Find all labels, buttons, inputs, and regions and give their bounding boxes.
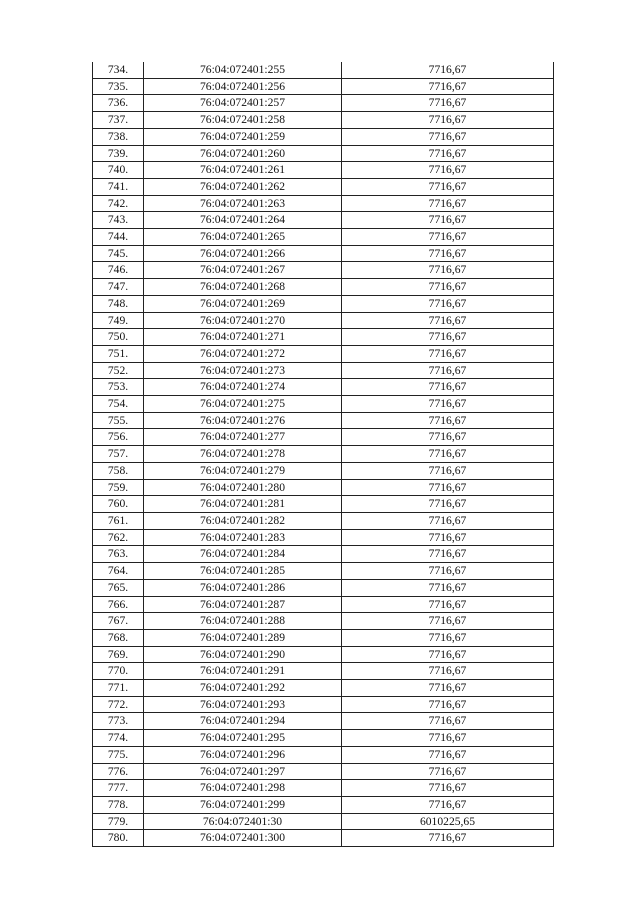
row-number-cell: 778. [93,796,144,813]
cadastral-number-cell: 76:04:072401:267 [144,262,342,279]
area-value-cell: 7716,67 [342,279,554,296]
area-value-cell: 7716,67 [342,730,554,747]
area-value-cell: 7716,67 [342,629,554,646]
row-number-cell: 747. [93,279,144,296]
row-number-cell: 780. [93,830,144,847]
table-row [93,379,554,396]
row-number-cell: 745. [93,245,144,262]
row-number-cell: 737. [93,112,144,129]
cadastral-number-cell: 76:04:072401:260 [144,145,342,162]
parcel-table-body [93,62,554,847]
row-number-cell: 763. [93,546,144,563]
cadastral-number-cell: 76:04:072401:298 [144,780,342,797]
area-value-cell: 6010225,65 [342,813,554,830]
table-row [93,496,554,513]
table-row [93,780,554,797]
cadastral-number-cell: 76:04:072401:272 [144,345,342,362]
cadastral-number-cell: 76:04:072401:275 [144,396,342,413]
table-row [93,396,554,413]
row-number-cell: 771. [93,680,144,697]
area-value-cell: 7716,67 [342,329,554,346]
table-row [93,796,554,813]
area-value-cell: 7716,67 [342,62,554,78]
table-row [93,345,554,362]
area-value-cell: 7716,67 [342,763,554,780]
row-number-cell: 767. [93,613,144,630]
cadastral-number-cell: 76:04:072401:280 [144,479,342,496]
cadastral-number-cell: 76:04:072401:261 [144,162,342,179]
table-row [93,680,554,697]
cadastral-number-cell: 76:04:072401:258 [144,112,342,129]
row-number-cell: 755. [93,412,144,429]
area-value-cell: 7716,67 [342,212,554,229]
cadastral-number-cell: 76:04:072401:277 [144,429,342,446]
table-row [93,128,554,145]
cadastral-number-cell: 76:04:072401:274 [144,379,342,396]
cadastral-number-cell: 76:04:072401:268 [144,279,342,296]
cadastral-number-cell: 76:04:072401:295 [144,730,342,747]
document-page [92,62,553,847]
row-number-cell: 769. [93,646,144,663]
cadastral-number-cell: 76:04:072401:287 [144,596,342,613]
cadastral-number-cell: 76:04:072401:276 [144,412,342,429]
row-number-cell: 754. [93,396,144,413]
table-row [93,312,554,329]
table-row [93,229,554,246]
area-value-cell: 7716,67 [342,145,554,162]
area-value-cell: 7716,67 [342,780,554,797]
row-number-cell: 777. [93,780,144,797]
area-value-cell: 7716,67 [342,512,554,529]
area-value-cell: 7716,67 [342,680,554,697]
cadastral-number-cell: 76:04:072401:282 [144,512,342,529]
table-row [93,145,554,162]
area-value-cell: 7716,67 [342,613,554,630]
table-row [93,446,554,463]
table-row [93,195,554,212]
cadastral-number-cell: 76:04:072401:30 [144,813,342,830]
cadastral-number-cell: 76:04:072401:286 [144,579,342,596]
row-number-cell: 775. [93,746,144,763]
table-row [93,613,554,630]
row-number-cell: 740. [93,162,144,179]
table-row [93,295,554,312]
row-number-cell: 770. [93,663,144,680]
area-value-cell: 7716,67 [342,229,554,246]
table-row [93,579,554,596]
row-number-cell: 741. [93,178,144,195]
cadastral-number-cell: 76:04:072401:292 [144,680,342,697]
cadastral-number-cell: 76:04:072401:257 [144,95,342,112]
area-value-cell: 7716,67 [342,78,554,95]
cadastral-number-cell: 76:04:072401:294 [144,713,342,730]
area-value-cell: 7716,67 [342,178,554,195]
row-number-cell: 759. [93,479,144,496]
row-number-cell: 752. [93,362,144,379]
cadastral-number-cell: 76:04:072401:297 [144,763,342,780]
table-row [93,429,554,446]
row-number-cell: 736. [93,95,144,112]
area-value-cell: 7716,67 [342,596,554,613]
table-row [93,529,554,546]
table-row [93,462,554,479]
area-value-cell: 7716,67 [342,295,554,312]
table-row [93,546,554,563]
row-number-cell: 748. [93,295,144,312]
row-number-cell: 779. [93,813,144,830]
area-value-cell: 7716,67 [342,245,554,262]
cadastral-number-cell: 76:04:072401:281 [144,496,342,513]
row-number-cell: 766. [93,596,144,613]
row-number-cell: 772. [93,696,144,713]
table-row [93,696,554,713]
area-value-cell: 7716,67 [342,112,554,129]
row-number-cell: 751. [93,345,144,362]
row-number-cell: 774. [93,730,144,747]
row-number-cell: 756. [93,429,144,446]
row-number-cell: 765. [93,579,144,596]
area-value-cell: 7716,67 [342,128,554,145]
parcel-table [92,62,554,847]
cadastral-number-cell: 76:04:072401:284 [144,546,342,563]
cadastral-number-cell: 76:04:072401:262 [144,178,342,195]
table-row [93,412,554,429]
cadastral-number-cell: 76:04:072401:269 [144,295,342,312]
cadastral-number-cell: 76:04:072401:285 [144,563,342,580]
row-number-cell: 773. [93,713,144,730]
table-row [93,62,554,78]
table-row [93,362,554,379]
cadastral-number-cell: 76:04:072401:288 [144,613,342,630]
table-row [93,713,554,730]
cadastral-number-cell: 76:04:072401:278 [144,446,342,463]
area-value-cell: 7716,67 [342,713,554,730]
table-row [93,178,554,195]
row-number-cell: 743. [93,212,144,229]
cadastral-number-cell: 76:04:072401:293 [144,696,342,713]
table-row [93,629,554,646]
area-value-cell: 7716,67 [342,746,554,763]
row-number-cell: 735. [93,78,144,95]
table-row [93,746,554,763]
area-value-cell: 7716,67 [342,563,554,580]
cadastral-number-cell: 76:04:072401:264 [144,212,342,229]
row-number-cell: 760. [93,496,144,513]
table-row [93,663,554,680]
cadastral-number-cell: 76:04:072401:290 [144,646,342,663]
row-number-cell: 734. [93,62,144,78]
row-number-cell: 757. [93,446,144,463]
cadastral-number-cell: 76:04:072401:273 [144,362,342,379]
area-value-cell: 7716,67 [342,362,554,379]
cadastral-number-cell: 76:04:072401:266 [144,245,342,262]
row-number-cell: 749. [93,312,144,329]
area-value-cell: 7716,67 [342,412,554,429]
area-value-cell: 7716,67 [342,663,554,680]
row-number-cell: 744. [93,229,144,246]
area-value-cell: 7716,67 [342,312,554,329]
table-row [93,279,554,296]
cadastral-number-cell: 76:04:072401:291 [144,663,342,680]
row-number-cell: 738. [93,128,144,145]
area-value-cell: 7716,67 [342,162,554,179]
area-value-cell: 7716,67 [342,830,554,847]
cadastral-number-cell: 76:04:072401:255 [144,62,342,78]
area-value-cell: 7716,67 [342,379,554,396]
cadastral-number-cell: 76:04:072401:270 [144,312,342,329]
table-row [93,730,554,747]
area-value-cell: 7716,67 [342,462,554,479]
table-row [93,512,554,529]
table-row [93,646,554,663]
table-row [93,78,554,95]
area-value-cell: 7716,67 [342,546,554,563]
area-value-cell: 7716,67 [342,529,554,546]
table-row [93,479,554,496]
row-number-cell: 758. [93,462,144,479]
area-value-cell: 7716,67 [342,195,554,212]
area-value-cell: 7716,67 [342,796,554,813]
area-value-cell: 7716,67 [342,429,554,446]
table-row [93,212,554,229]
area-value-cell: 7716,67 [342,262,554,279]
table-row [93,563,554,580]
area-value-cell: 7716,67 [342,479,554,496]
cadastral-number-cell: 76:04:072401:296 [144,746,342,763]
area-value-cell: 7716,67 [342,446,554,463]
row-number-cell: 739. [93,145,144,162]
cadastral-number-cell: 76:04:072401:259 [144,128,342,145]
area-value-cell: 7716,67 [342,345,554,362]
cadastral-number-cell: 76:04:072401:283 [144,529,342,546]
table-row [93,162,554,179]
table-row [93,245,554,262]
cadastral-number-cell: 76:04:072401:300 [144,830,342,847]
table-row [93,596,554,613]
area-value-cell: 7716,67 [342,646,554,663]
table-row [93,329,554,346]
area-value-cell: 7716,67 [342,496,554,513]
cadastral-number-cell: 76:04:072401:279 [144,462,342,479]
row-number-cell: 768. [93,629,144,646]
table-row [93,813,554,830]
table-row [93,830,554,847]
row-number-cell: 764. [93,563,144,580]
cadastral-number-cell: 76:04:072401:265 [144,229,342,246]
table-row [93,262,554,279]
row-number-cell: 742. [93,195,144,212]
row-number-cell: 776. [93,763,144,780]
cadastral-number-cell: 76:04:072401:256 [144,78,342,95]
cadastral-number-cell: 76:04:072401:263 [144,195,342,212]
cadastral-number-cell: 76:04:072401:289 [144,629,342,646]
cadastral-number-cell: 76:04:072401:271 [144,329,342,346]
table-row [93,95,554,112]
row-number-cell: 761. [93,512,144,529]
row-number-cell: 762. [93,529,144,546]
table-row [93,763,554,780]
cadastral-number-cell: 76:04:072401:299 [144,796,342,813]
row-number-cell: 750. [93,329,144,346]
row-number-cell: 753. [93,379,144,396]
table-row [93,112,554,129]
area-value-cell: 7716,67 [342,579,554,596]
area-value-cell: 7716,67 [342,696,554,713]
area-value-cell: 7716,67 [342,396,554,413]
area-value-cell: 7716,67 [342,95,554,112]
row-number-cell: 746. [93,262,144,279]
